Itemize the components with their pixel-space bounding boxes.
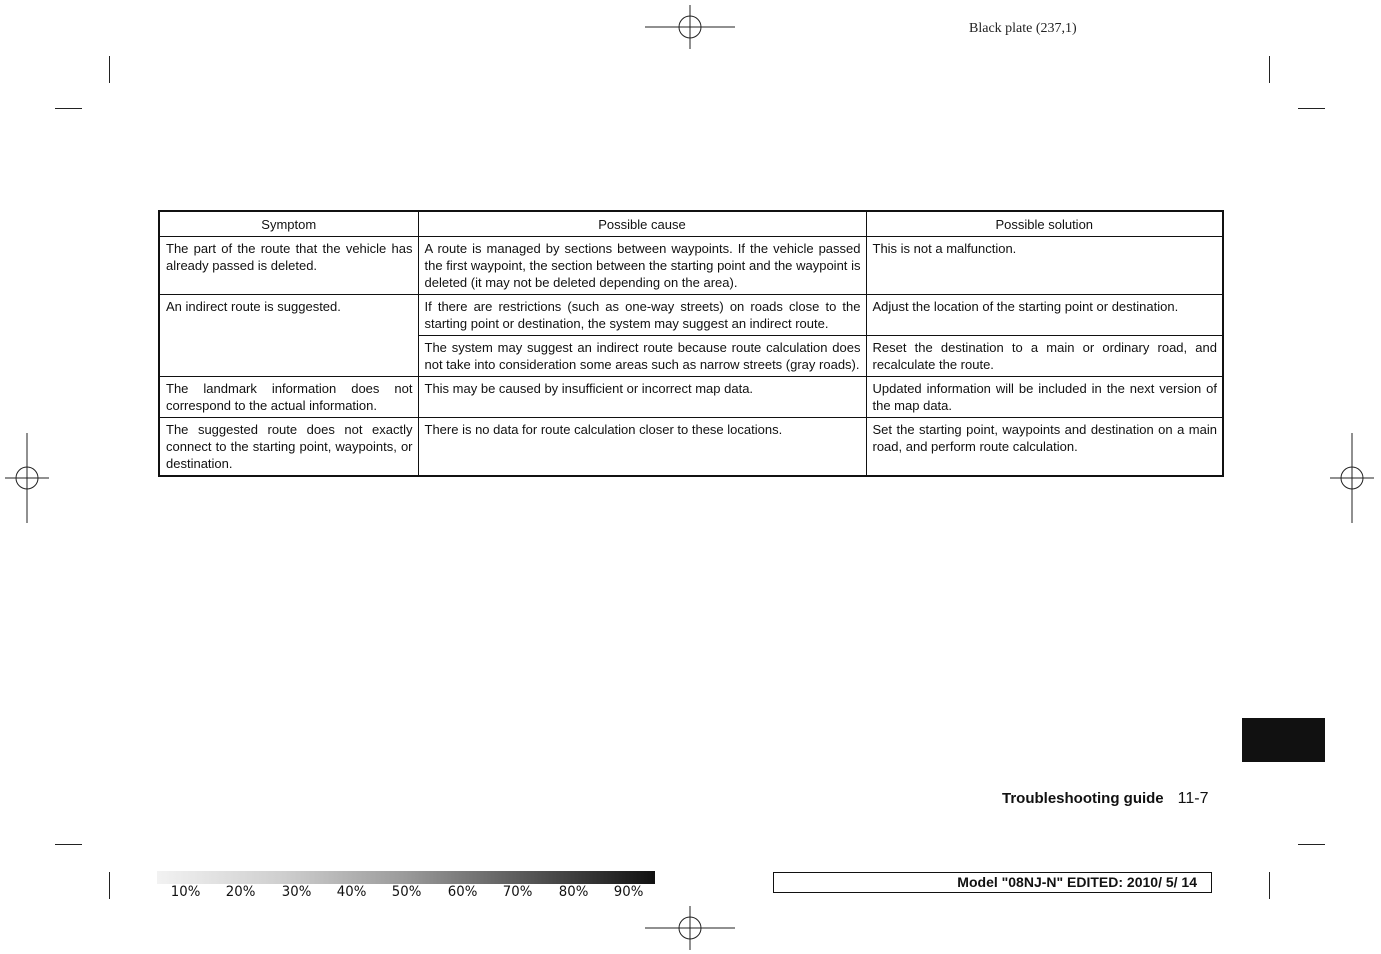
plate-label: Black plate (237,1): [969, 21, 1077, 36]
model-edited-box: Model "08NJ-N" EDITED: 2010/ 5/ 14: [773, 872, 1212, 893]
solution-cell: Adjust the location of the starting point or destination.: [866, 295, 1223, 336]
symptom-cell: The suggested route does not exactly connect to the starting point, waypoints, or destination.: [159, 418, 418, 477]
scale-label: 40%: [336, 884, 367, 900]
page-number: 11-7: [1177, 790, 1209, 807]
symptom-cell: The part of the route that the vehicle has already passed is deleted.: [159, 237, 418, 295]
scale-label: 10%: [170, 884, 201, 900]
solution-cell: Set the starting point, waypoints and destination on a main road, and perform route calculation.: [866, 418, 1223, 477]
column-header-symptom: Symptom: [159, 211, 418, 237]
registration-target-left: [5, 433, 49, 523]
cause-cell: The system may suggest an indirect route because route calculation does not take into consideration some areas such as narrow streets (gray roads).: [418, 336, 866, 377]
gray-scale-bar: [157, 871, 655, 884]
registration-target-top: [645, 5, 735, 49]
table-row: [159, 295, 1223, 336]
scale-label: 70%: [502, 884, 533, 900]
table-row: [159, 237, 1223, 295]
scale-label: 80%: [558, 884, 589, 900]
chapter-tab-block: [1242, 718, 1325, 762]
column-header-cause: Possible cause: [418, 211, 866, 237]
column-header-solution: Possible solution: [866, 211, 1223, 237]
section-footer: [1002, 790, 1209, 808]
registration-target-bottom: [645, 906, 735, 950]
scale-label: 30%: [281, 884, 312, 900]
section-title: Troubleshooting guide: [1002, 790, 1164, 807]
troubleshooting-table: [158, 210, 1224, 477]
solution-cell: Reset the destination to a main or ordinary road, and recalculate the route.: [866, 336, 1223, 377]
cause-cell: If there are restrictions (such as one-way streets) on roads close to the starting point or destination, the system may suggest an indirect route.: [418, 295, 866, 336]
scale-label: 20%: [225, 884, 256, 900]
registration-target-right: [1330, 433, 1374, 523]
table-row: [159, 418, 1223, 477]
table-header-row: [159, 211, 1223, 237]
solution-cell: This is not a malfunction.: [866, 237, 1223, 295]
scale-label: 90%: [613, 884, 644, 900]
solution-cell: Updated information will be included in the next version of the map data.: [866, 377, 1223, 418]
symptom-cell: The landmark information does not correspond to the actual information.: [159, 377, 418, 418]
cause-cell: There is no data for route calculation closer to these locations.: [418, 418, 866, 477]
table-row: [159, 377, 1223, 418]
scale-label: 60%: [447, 884, 478, 900]
symptom-cell: An indirect route is suggested.: [159, 295, 418, 377]
scale-label: 50%: [391, 884, 422, 900]
cause-cell: This may be caused by insufficient or incorrect map data.: [418, 377, 866, 418]
cause-cell: A route is managed by sections between waypoints. If the vehicle passed the first waypoint, the section between the starting point and the waypoint is deleted (it may not be deleted depending on the area).: [418, 237, 866, 295]
